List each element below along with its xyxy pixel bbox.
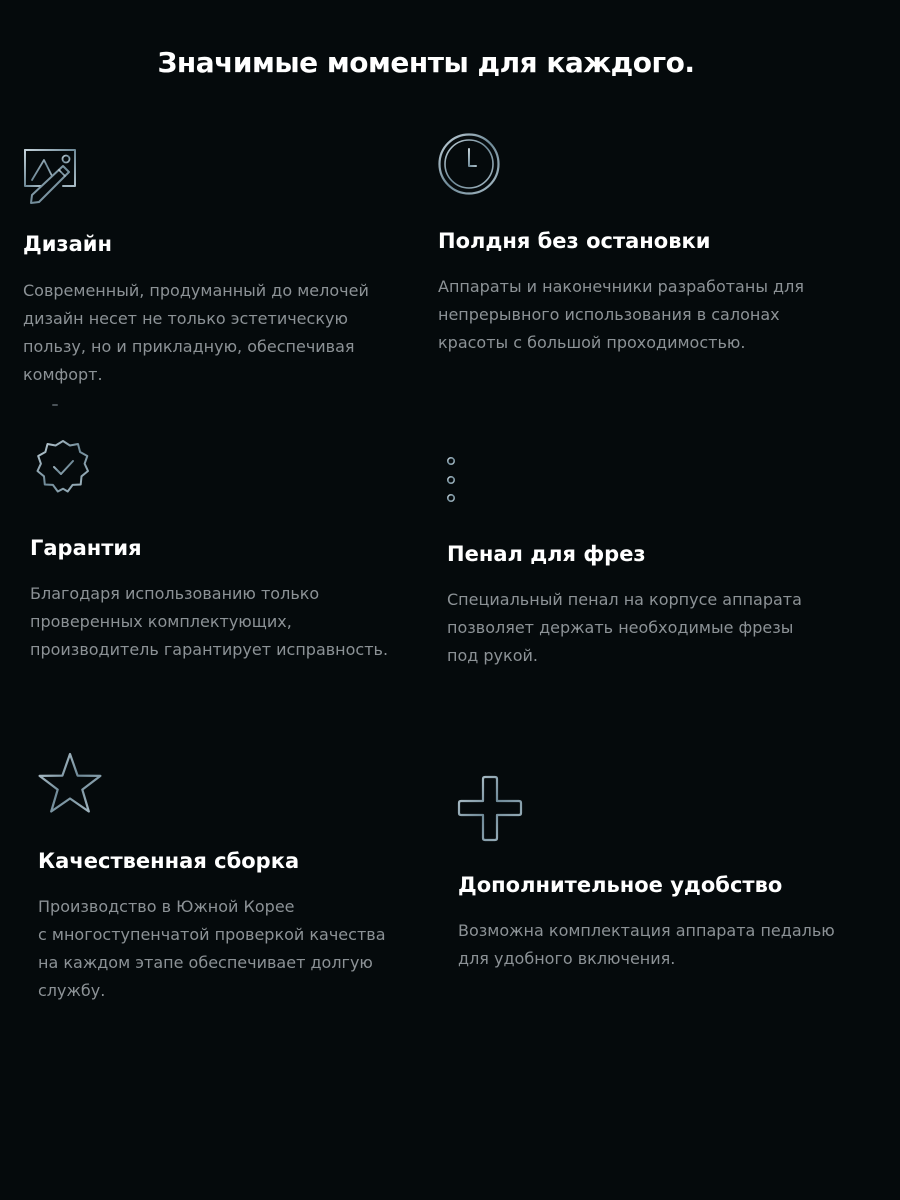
- feature-description-line: службу.: [38, 981, 106, 1000]
- feature-warranty: [30, 438, 420, 668]
- feature-title: Качественная сборка: [38, 849, 300, 873]
- badge-check-icon: [30, 438, 96, 504]
- feature-description-line: Аппараты и наконечники разработаны для: [438, 277, 804, 296]
- feature-description-line: непрерывного использования в салонах: [438, 305, 780, 324]
- feature-description-line: Специальный пенал на корпусе аппарата: [447, 590, 802, 609]
- clock-icon: [438, 133, 502, 197]
- divider-mark: [52, 404, 58, 406]
- feature-description-line: красоты с большой проходимостью.: [438, 333, 746, 352]
- feature-description: [30, 580, 420, 664]
- star-icon: [38, 752, 104, 818]
- list-icon: [447, 452, 503, 504]
- feature-extra-convenience: [458, 776, 878, 976]
- feature-description-line: Современный, продуманный до мелочей: [23, 281, 369, 300]
- feature-description: [447, 586, 847, 670]
- feature-quality-assembly: [38, 752, 428, 1012]
- feature-design: [23, 146, 403, 396]
- feature-description-line: под рукой.: [447, 646, 538, 665]
- feature-nonstop: [438, 133, 858, 373]
- feature-title: Дизайн: [23, 232, 113, 256]
- feature-description-line: пользу, но и прикладную, обеспечивая: [23, 337, 355, 356]
- feature-description-line: для удобного включения.: [458, 949, 676, 968]
- feature-title: Пенал для фрез: [447, 542, 646, 566]
- feature-bur-case: [447, 452, 847, 682]
- plus-icon: [458, 776, 524, 844]
- feature-description-line: дизайн несет не только эстетическую: [23, 309, 348, 328]
- feature-description-line: с многоступенчатой проверкой качества: [38, 925, 386, 944]
- feature-description: [458, 917, 878, 973]
- feature-description: [38, 893, 428, 1005]
- feature-description-line: Благодаря использованию только: [30, 584, 320, 603]
- feature-description: [438, 273, 858, 357]
- feature-description-line: производитель гарантирует исправность.: [30, 640, 389, 659]
- feature-description-line: проверенных комплектующих,: [30, 612, 292, 631]
- feature-description: [23, 277, 403, 389]
- feature-title: Дополнительное удобство: [458, 873, 783, 897]
- feature-title: Полдня без остановки: [438, 229, 711, 253]
- feature-description-line: Производство в Южной Корее: [38, 897, 295, 916]
- feature-description-line: позволяет держать необходимые фрезы: [447, 618, 794, 637]
- design-tablet-pen-icon: [23, 146, 79, 204]
- feature-description-line: на каждом этапе обеспечивает долгую: [38, 953, 373, 972]
- page-title: Значимые моменты для каждого.: [157, 46, 695, 79]
- feature-description-line: Возможна комплектация аппарата педалью: [458, 921, 835, 940]
- feature-title: Гарантия: [30, 536, 142, 560]
- feature-description-line: комфорт.: [23, 365, 103, 384]
